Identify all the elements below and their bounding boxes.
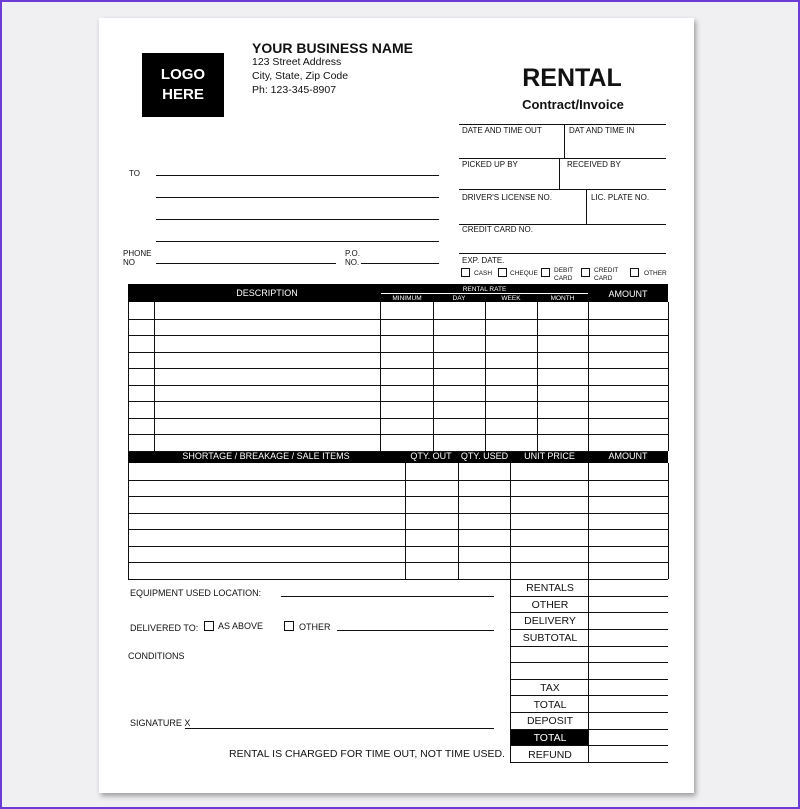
other-payment-checkbox[interactable] [630,268,639,277]
rentals-total-label: RENTALS [526,582,574,594]
other-total-label: OTHER [531,599,569,611]
info-divider [564,124,565,158]
totals-row-line [510,679,668,680]
credit-label-2: CARD [594,275,613,282]
rental-col-line [154,302,155,451]
as-above-label: AS ABOVE [218,621,264,631]
business-address: 123 Street Address [252,56,342,68]
info-divider [586,189,587,224]
date-in-label: DAT AND TIME IN [569,126,635,135]
sale-row-line [128,529,668,530]
delivered-line[interactable] [337,630,494,631]
rental-col-line [128,302,129,451]
totals-row-line [510,662,668,663]
rental-row-line [128,418,668,419]
signature-label: SIGNATURE X [130,718,191,728]
debit-card-checkbox[interactable] [541,268,550,277]
unit-price-header: UNIT PRICE [524,451,575,461]
totals-row-line [510,712,668,713]
sale-row-line [128,480,668,481]
rental-row-line [128,352,668,353]
sale-row-line [128,562,668,563]
delivery-total-label: DELIVERY [524,615,576,627]
month-header: MONTH [550,295,575,302]
rental-row-line [128,385,668,386]
sale-col-line [458,463,459,579]
other-delivery-label: OTHER [299,622,331,632]
info-line [459,189,666,190]
cash-checkbox[interactable] [461,268,470,277]
totals-row-line [510,762,668,763]
picked-up-label: PICKED UP BY [462,160,518,169]
received-label: RECEIVED BY [567,160,621,169]
rental-row-line [128,401,668,402]
sale-row-line [128,513,668,514]
rental-col-line [485,302,486,451]
rental-rate-header: RENTAL RATE [462,286,507,293]
business-city: City, State, Zip Code [252,70,349,82]
to-line-1[interactable] [156,175,439,176]
week-header: WEEK [501,295,521,302]
rental-row-line [128,368,668,369]
debit-label-1: DEBIT [554,267,574,274]
day-header: DAY [452,295,466,302]
rental-rate-divider [381,293,588,294]
totals-row-line [510,729,668,730]
info-line [459,124,666,125]
other-delivery-checkbox[interactable] [284,621,294,631]
rental-col-line [380,302,381,451]
cash-label: CASH [474,270,493,277]
info-line [459,158,666,159]
credit-card-label: CREDIT CARD NO. [462,225,533,234]
refund-label: REFUND [528,749,572,761]
totals-row-line [510,596,668,597]
amount-header: AMOUNT [608,289,648,299]
rental-col-line [433,302,434,451]
signature-line[interactable] [185,728,494,729]
cheque-label: CHEQUE [510,270,538,277]
po-label-1: P.O. [345,249,360,258]
to-label: TO [129,169,140,178]
date-out-label: DATE AND TIME OUT [462,126,542,135]
rental-row-line [128,335,668,336]
qty-used-header: QTY. USED [460,451,509,461]
sale-col-line [405,463,406,579]
sale-col-line [128,463,129,579]
phone-label-2: NO [123,258,135,267]
totals-row-line [510,745,668,746]
total-highlight-label: TOTAL [533,732,567,744]
to-line-2[interactable] [156,197,439,198]
minimum-header: MINIMUM [392,295,422,302]
sale-amount-header: AMOUNT [608,451,648,461]
rental-col-line [537,302,538,451]
rental-col-line [668,302,669,451]
sale-col-line [588,463,589,579]
rental-form-sheet [99,18,694,793]
to-line-4[interactable] [156,241,439,242]
totals-row-line [510,612,668,613]
sale-col-line [510,463,511,579]
description-header: DESCRIPTION [236,288,298,298]
to-line-3[interactable] [156,219,439,220]
form-subtitle: Contract/Invoice [522,97,624,112]
credit-card-checkbox[interactable] [581,268,590,277]
cheque-checkbox[interactable] [498,268,507,277]
info-divider [559,158,560,189]
plate-label: LIC. PLATE NO. [591,193,650,202]
tax-label: TAX [540,682,560,694]
rental-row-line [128,451,668,452]
form-title: RENTAL [522,64,622,92]
sale-col-line [668,463,669,579]
location-label: EQUIPMENT USED LOCATION: [130,588,262,598]
business-phone: Ph: 123-345-8907 [252,84,337,96]
subtotal-label: SUBTOTAL [522,632,578,644]
totals-col-line [588,579,589,762]
sale-row-line [128,546,668,547]
totals-row-line [510,695,668,696]
totals-col-line [510,579,511,762]
po-label-2: NO. [345,258,360,267]
sale-row-line [128,496,668,497]
sale-items-header: SHORTAGE / BREAKAGE / SALE ITEMS [182,451,350,461]
credit-label-1: CREDIT [594,267,619,274]
rental-row-line [128,319,668,320]
rental-col-line [588,302,589,451]
other-payment-label: OTHER [644,270,667,277]
debit-label-2: CARD [554,275,573,282]
location-line[interactable] [281,596,494,597]
conditions-label: CONDITIONS [128,651,185,661]
totals-row-line [510,629,668,630]
phone-line[interactable] [156,263,336,264]
as-above-checkbox[interactable] [204,621,214,631]
phone-label-1: PHONE [123,249,152,258]
sale-row-line [128,579,668,580]
footer-note: RENTAL IS CHARGED FOR TIME OUT, NOT TIME USED. [229,748,505,760]
logo-placeholder: LOGO HERE [142,53,224,117]
info-line [459,253,666,254]
total-label: TOTAL [533,699,567,711]
exp-date-label: EXP. DATE. [462,256,505,265]
delivered-to-label: DELIVERED TO: [130,623,199,633]
business-name: YOUR BUSINESS NAME [252,40,414,56]
qty-out-header: QTY. OUT [410,451,452,461]
po-line[interactable] [361,263,439,264]
totals-row-line [510,646,668,647]
deposit-label: DEPOSIT [526,715,574,727]
rental-row-line [128,434,668,435]
license-label: DRIVER'S LICENSE NO. [462,193,552,202]
